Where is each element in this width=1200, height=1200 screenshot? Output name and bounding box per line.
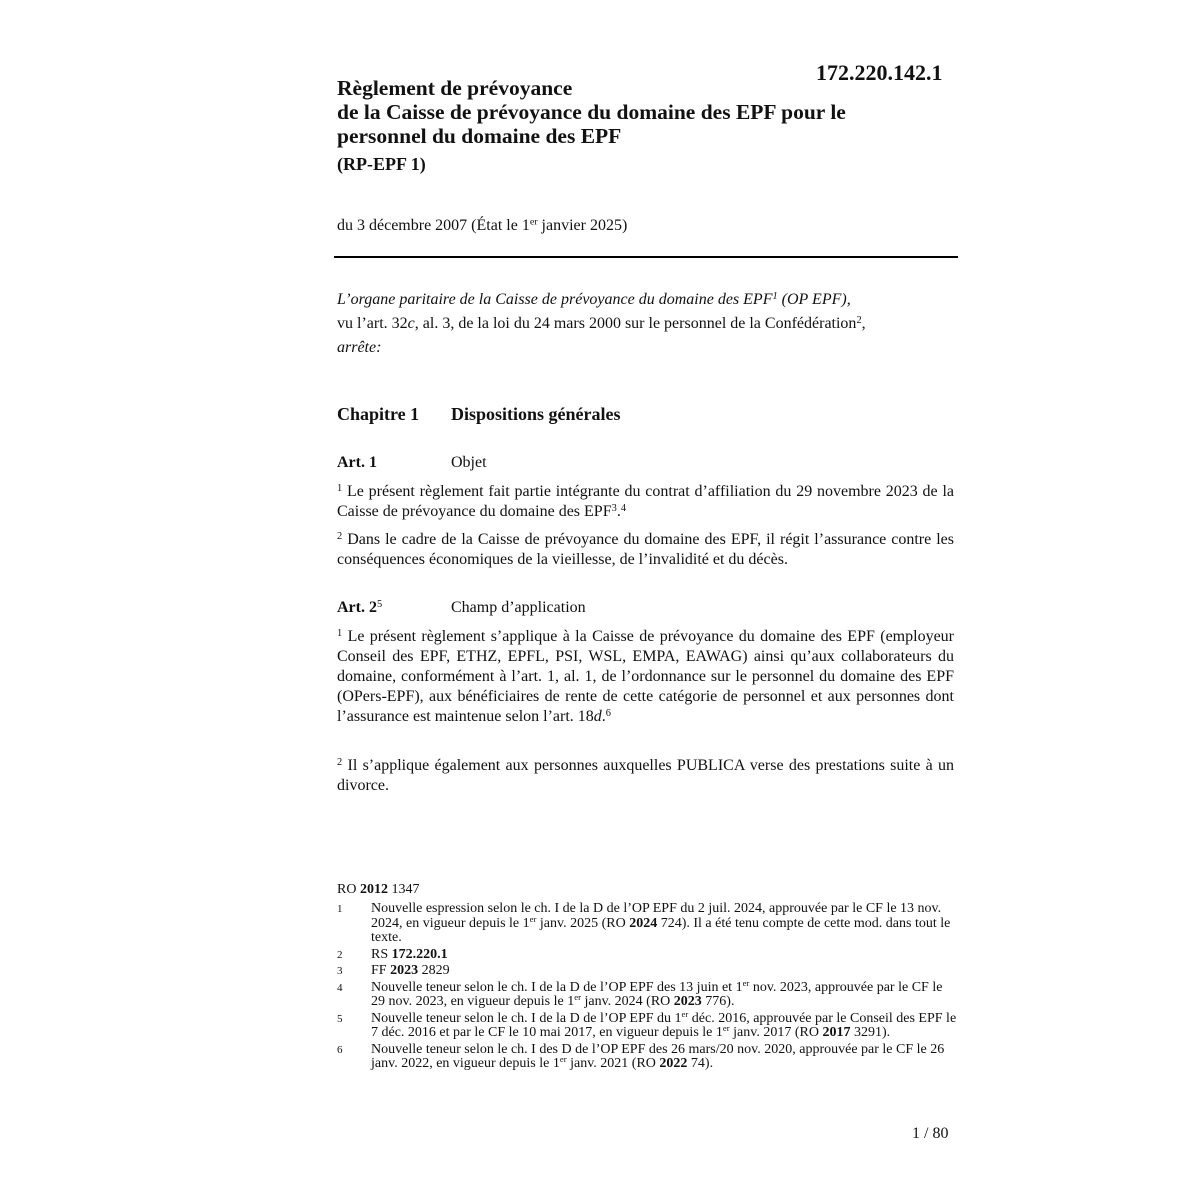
preamble-line: vu l’art. 32c, al. 3, de la loi du 24 mars 2000 sur le personnel de la Confédération$^2$, [337,314,866,332]
preamble [337,288,957,360]
footnote-ref[interactable]: 6 [605,707,611,719]
footnote: 5 Nouvelle teneur selon le ch. I de la D de l’OP EPF du 1er déc. 2016, approuvée par le Conseil des EPF le 7 déc. 2016 et par le CF le 10 mai 2017, en vigueur depuis le 1er janv. 2017 (RO 2017 3291). [337,1008,957,1040]
ro-reference: RO 2012 1347 [337,882,420,897]
footnote: 3 FF 2023 2829 [337,963,450,978]
article-2-paragraph-1: $^1$ Le présent règlement s’applique à la Caisse de prévoyance du domaine des EPF (employeur Conseil des EPF, ETHZ, EPFL, PSI, WSL, EMPA, EAWAG) ainsi qu’aux collaborateurs du domaine, conformément à l’art. 1, al. 1, de l’ordonnance sur le personnel du domaine des EPF (OPers-EPF), aux bénéficiaires de rente de cette catégorie de personnel et aux personnes dont l’assurance est maintenue selon l’art. 18d.$^6$ [337,627,954,725]
page-number: 1 / 80 [912,1125,949,1142]
article-2-paragraph-2: $^2$ Il s’applique également aux personnes auxquelles PUBLICA verse des prestations suite à un divorce. [337,756,954,794]
article-1-paragraph-1: $^1$ Le présent règlement fait partie intégrante du contrat d’affiliation du 29 novembre 2023 de la Caisse de prévoyance du domaine des EPF$^3$.$^4$ [337,482,954,520]
footnote-ref[interactable]: 2 [856,314,862,326]
title-line: de la Caisse de prévoyance du domaine des EPF pour le [337,100,846,124]
footnote-ref[interactable]: 5 [376,598,383,610]
document-date: du 3 décembre 2007 (État le 1er janvier 2025) [337,216,628,234]
title-line: personnel du domaine des EPF [337,124,622,148]
footnote: 6 Nouvelle teneur selon le ch. I des D de l’OP EPF des 26 mars/20 nov. 2020, approuvée par le CF le 26 janv. 2022, en vigueur depuis le 1er janv. 2021 (RO 2022 74). [337,1041,945,1071]
footnote-ref[interactable]: 1 [772,290,778,302]
title-line: Règlement de prévoyance [337,76,573,100]
footnotes [337,902,957,1074]
article-1-heading: Art. 1 Objet [337,454,487,471]
header-rule [334,256,958,258]
article-2-heading: Art. $2^5$ Champ d’application [337,598,586,616]
footnote: 1 Nouvelle espression selon le ch. I de la D de l’OP EPF du 2 juil. 2024, approuvée par le CF le 13 nov. 2024, en vigueur depuis le 1er janv. 2025 (RO 2024 724). Il a été tenu compte de cette mod. dans tout le texte. [337,901,951,945]
sr-number: 172.220.142.1 [816,60,943,85]
chapter-heading: Chapitre 1 Dispositions générales [337,404,621,424]
footnote-ref[interactable]: 4 [620,502,627,514]
preamble-line: arrête: [337,339,382,356]
footnote: 4 Nouvelle teneur selon le ch. I de la D de l’OP EPF des 13 juin et 1er nov. 2023, approuvée par le CF le 29 nov. 2023, en vigueur depuis le 1er janv. 2024 (RO 2023 776). [337,977,943,1009]
preamble-line: L’organe paritaire de la Caisse de prévoyance du domaine des EPF$^1$ (OP EPF), [337,290,851,308]
article-1-paragraph-2: $^2$ Dans le cadre de la Caisse de prévoyance du domaine des EPF, il régit l’assurance contre les conséquences économiques de la vieillesse, de l’invalidité et du décès. [337,530,954,568]
document-title [337,76,957,148]
document-abbreviation: (RP-EPF 1) [337,154,426,174]
footnote: 2 RS 172.220.1 [337,946,448,962]
footnote-ref[interactable]: 3 [611,502,617,514]
